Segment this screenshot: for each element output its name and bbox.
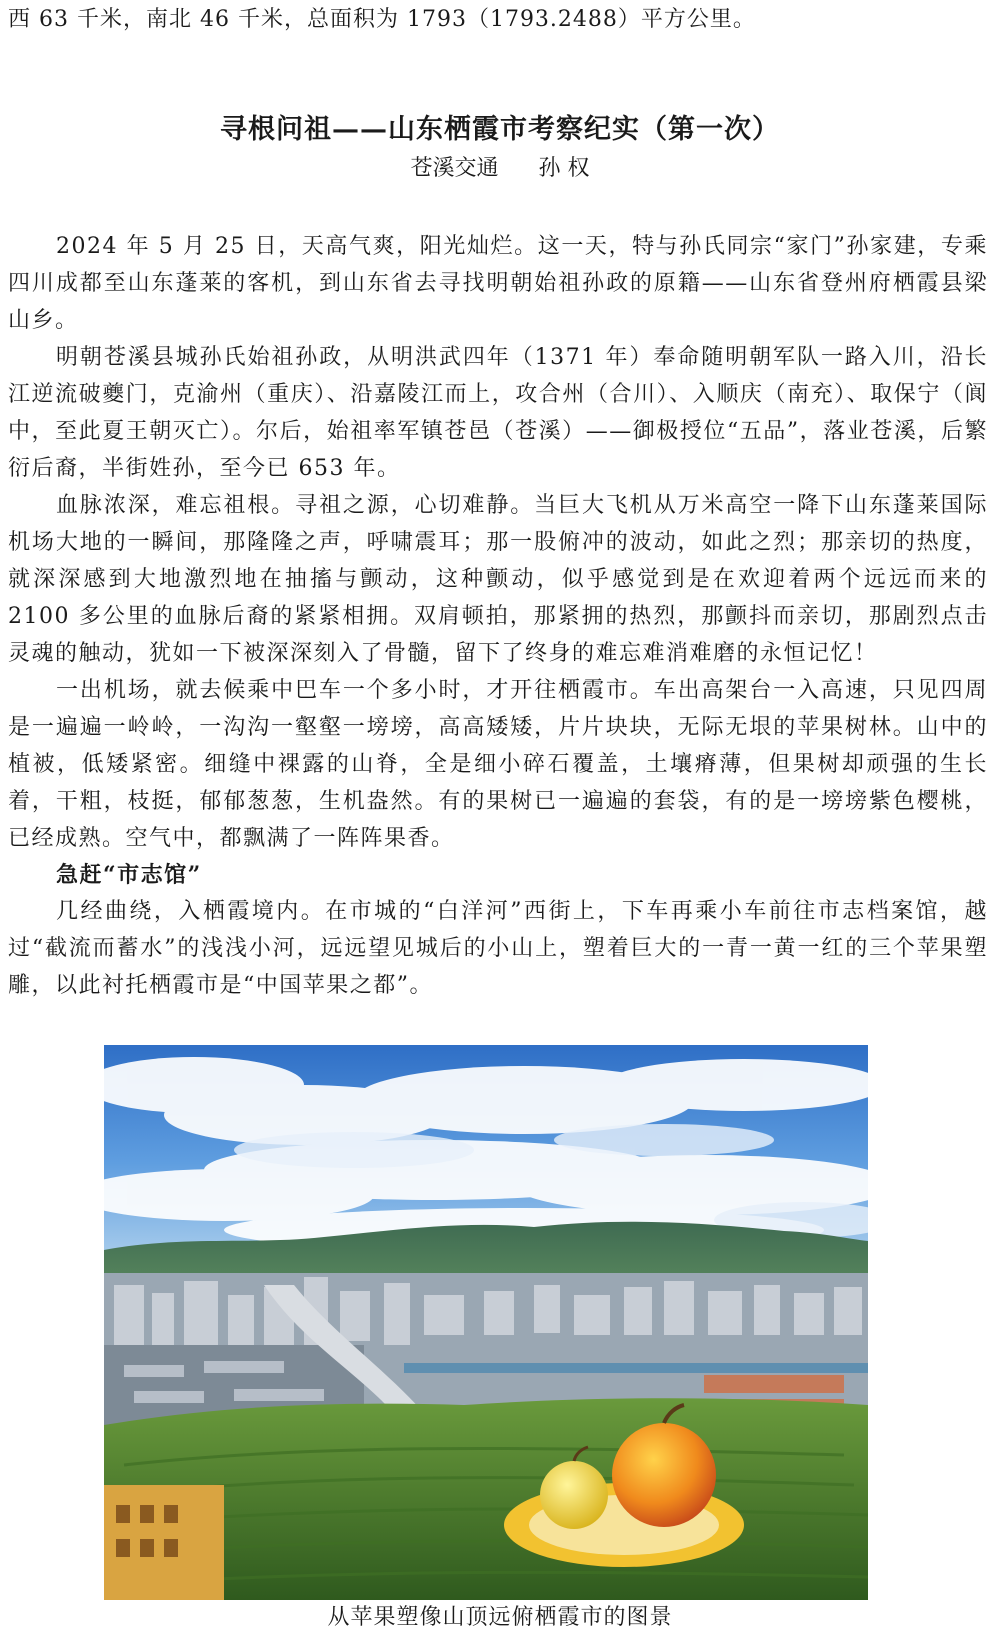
paragraph: 几经曲绕，入栖霞境内。在市城的“白洋河”西街上，下车再乘小车前往市志档案馆，越过“截流而蓄水”的浅浅小河，远远望见城后的小山上，塑着巨大的一青一黄一红的三个苹果塑雕，以此衬托栖霞市是“中国苹果之都”。 [8,899,988,998]
paragraph: 2024 年 5 月 25 日，天高气爽，阳光灿烂。这一天，特与孙氏同宗“家门”孙家建，专乘四川成都至山东蓬莱的客机，到山东省去寻找明朝始祖孙政的原籍——山东省登州府栖霞县梁山乡。 [8,234,988,333]
red-apple-sculpture [612,1423,716,1527]
river [404,1363,868,1373]
paragraph: 血脉浓深，难忘祖根。寻祖之源，心切难静。当巨大飞机从万米高空一降下山东蓬莱国际机场大地的一瞬间，那隆隆之声，呼啸震耳；那一股俯冲的波动，如此之烈；那亲切的热度，就深深感到大地激烈地在抽搐与颤动，这种颤动，似乎感觉到是在欢迎着两个远远而来的 2100 多公里的血脉后裔的紧紧相拥。双肩顿拍，那紧拥的热烈，那颤抖而亲切，那剧烈点击灵魂的触动，犹如一下被深深刻入了骨髓，留下了终身的难忘难消难磨的永恒记忆！ [8,493,988,666]
byline-organization: 苍溪交通 [410,156,499,181]
yellow-apple-sculpture [540,1461,608,1529]
aerial-city-photo [104,1045,868,1600]
article-body [8,228,988,1004]
photo-caption: 从苹果塑像山顶远俯栖霞市的图景 [327,1605,673,1630]
article-title: 寻根问祖——山东栖霞市考察纪实（第一次） [220,114,780,145]
byline [0,154,1000,184]
paragraph: 明朝苍溪县城孙氏始祖孙政，从明洪武四年（1371 年）奉命随明朝军队一路入川，沿长江逆流破夔门，克渝州（重庆）、沿嘉陵江而上，攻合州（合川）、入顺庆（南充）、取保宁（阆中，至此夏王朝灭亡）。尔后，始祖率军镇苍邑（苍溪）——御极授位“五品”，落业苍溪，后繁衍后裔，半街姓孙，至今已 653 年。 [8,345,988,481]
paragraph: 一出机场，就去候乘中巴车一个多小时，才开往栖霞市。车出高架台一入高速，只见四周是一遍遍一岭岭，一沟沟一壑壑一塝塝，高高矮矮，片片块块，无际无垠的苹果树林。山中的植被，低矮紧密。细缝中裸露的山脊，全是细小碎石覆盖，土壤瘠薄，但果树却顽强的生长着，干粗，枝挺，郁郁葱葱，生机盎然。有的果树已一遍遍的套袋，有的是一塝塝紫色樱桃，已经成熟。空气中，都飘满了一阵阵果香。 [8,678,988,851]
byline-author: 孙 权 [538,156,590,181]
previous-page-text: 西 63 千米，南北 46 千米，总面积为 1793（1793.2488）平方公里。 [8,7,756,32]
section-heading: 急赶“市志馆” [56,862,202,888]
